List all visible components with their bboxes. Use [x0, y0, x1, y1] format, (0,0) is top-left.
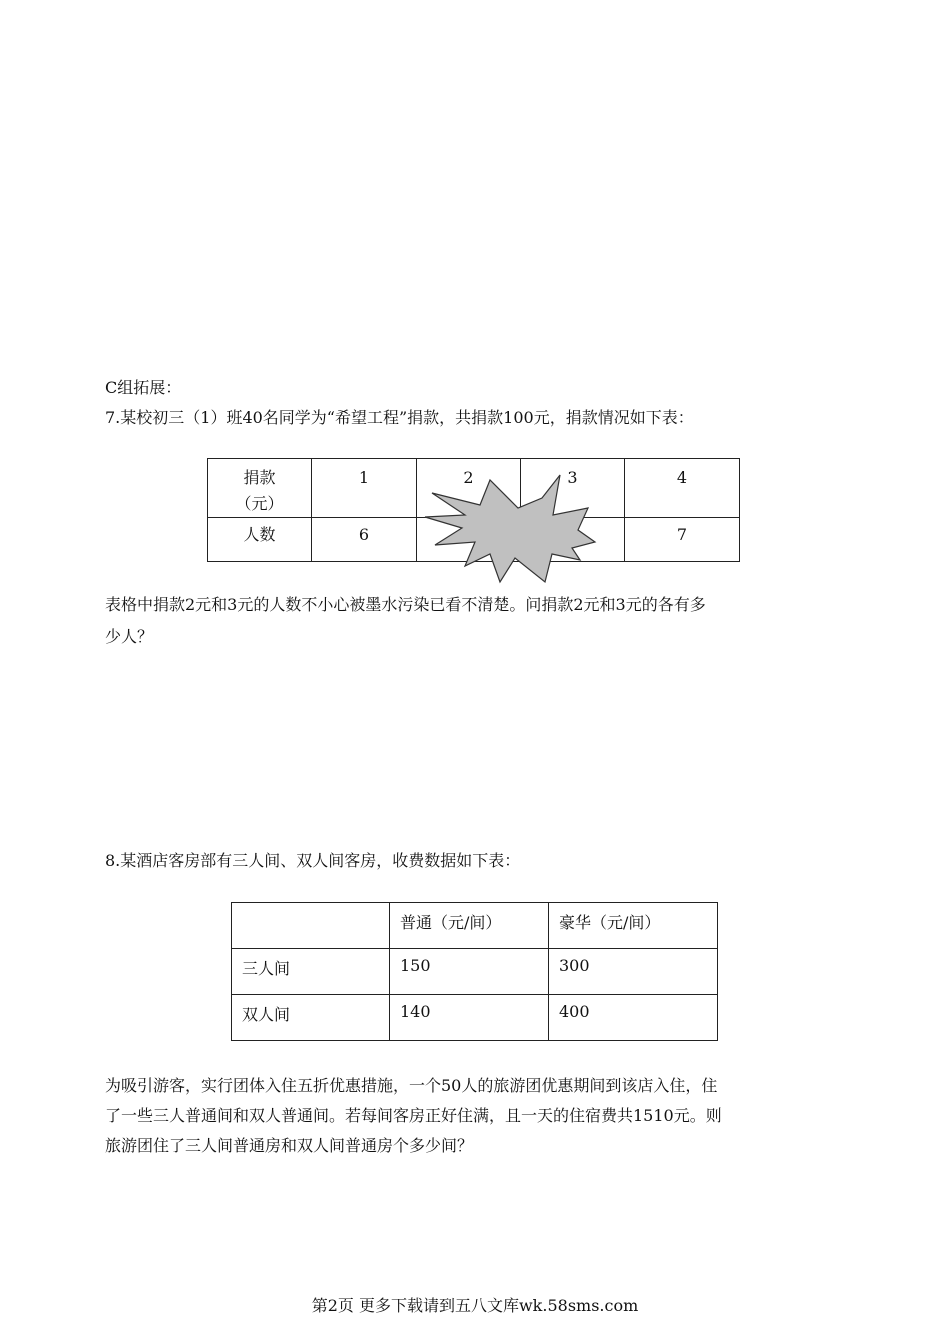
donation-amount-header-line1: 捐款 [243, 468, 276, 487]
header-cell: 普通（元/间） [390, 903, 549, 949]
table-row [232, 903, 718, 949]
question-7-followup-line2: 少人？ [105, 627, 154, 646]
price-cell: 400 [549, 995, 718, 1041]
price-cell: 300 [549, 949, 718, 995]
question-8-prompt: 8.某酒店客房部有三人间、双人间客房，收费数据如下表： [105, 851, 521, 870]
page-footer: 第2页 更多下载请到五八文库wk.58sms.com [311, 1296, 639, 1315]
count-cell: 6 [312, 518, 417, 562]
question-7-prompt: 7.某校初三（1）班40名同学为“希望工程”捐款，共捐款100元，捐款情况如下表： [105, 408, 694, 427]
section-title: C组拓展： [105, 378, 182, 397]
donation-amount-header-line2: （元） [235, 494, 284, 513]
room-type-cell: 双人间 [232, 995, 390, 1041]
amount-cell: 4 [625, 459, 740, 518]
header-cell [232, 903, 390, 949]
donation-amount-header [208, 459, 312, 518]
count-cell: 7 [625, 518, 740, 562]
table-row [232, 995, 718, 1041]
price-cell: 140 [390, 995, 549, 1041]
amount-cell: 3 [521, 459, 625, 518]
table-row [232, 949, 718, 995]
ink-blot-shape [420, 470, 620, 588]
question-7-followup-line1: 表格中捐款2元和3元的人数不小心被墨水污染已看不清楚。问捐款2元和3元的各有多 [105, 595, 706, 614]
people-count-header: 人数 [208, 518, 312, 562]
room-type-cell: 三人间 [232, 949, 390, 995]
question-8-followup-line2: 了一些三人普通间和双人普通间。若每间客房正好住满，且一天的住宿费共1510元。则 [105, 1106, 722, 1125]
amount-cell: 1 [312, 459, 417, 518]
question-8-followup-line3: 旅游团住了三人间普通房和双人间普通房个多少间？ [105, 1136, 474, 1155]
price-cell: 150 [390, 949, 549, 995]
question-8-followup-line1: 为吸引游客，实行团体入住五折优惠措施，一个50人的旅游团优惠期间到该店入住，住 [105, 1076, 718, 1095]
room-price-table [231, 902, 718, 1041]
header-cell: 豪华（元/间） [549, 903, 718, 949]
amount-cell: 2 [417, 459, 521, 518]
